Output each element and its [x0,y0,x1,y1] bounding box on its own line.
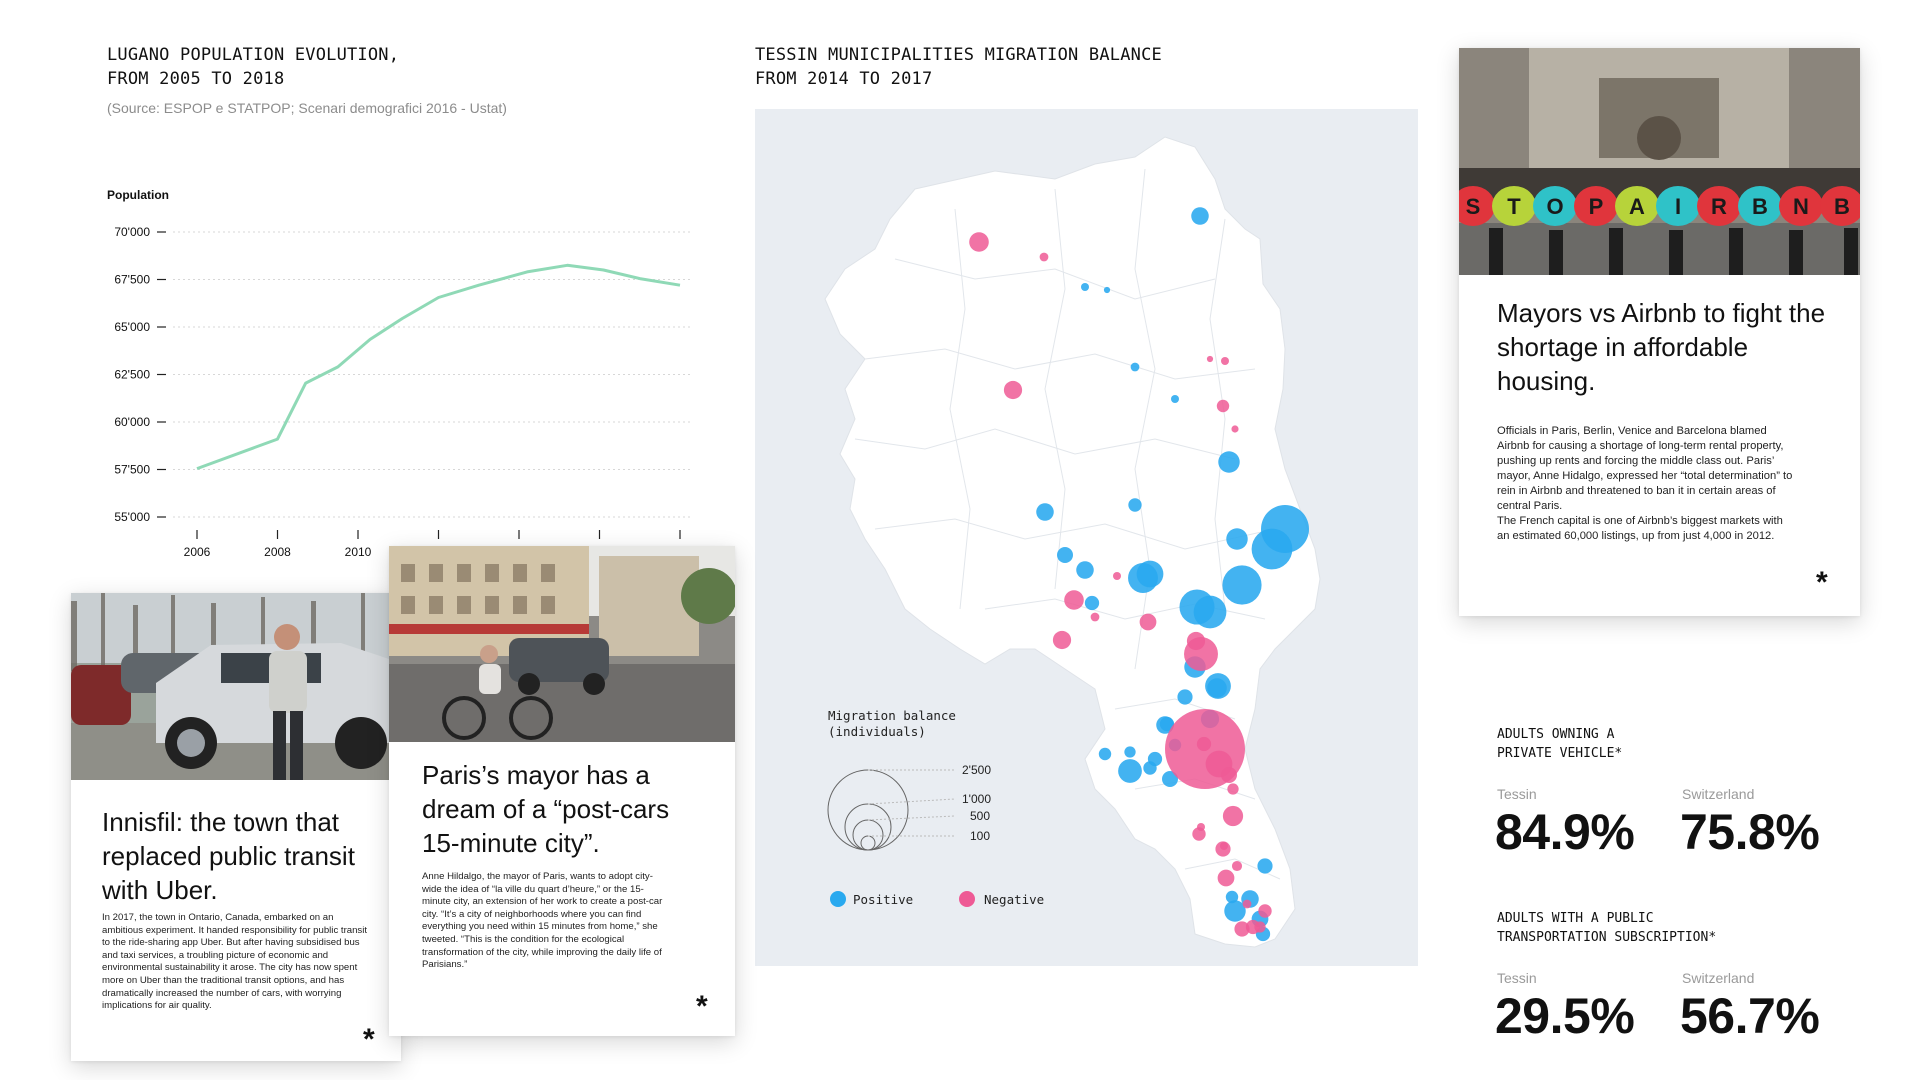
size-legend-circle-500 [853,820,883,850]
paris-card-star[interactable]: * [696,990,708,1023]
innisfil-card-body: In 2017, the town in Ontario, Canada, embarked on an ambitious experiment. It handed responsibility for public transit to the ride-sharing app Uber. But after having subsidised bus and taxi services, a troubling picture of economic and environmental sustainability it arose. The city has now spent more on Uber than the traditional transit options, and has dramatically increased the number of cars, with worrying implications for air quality. [102,912,368,1012]
positive-migration-bubble [1191,207,1209,225]
transport-stat-heading: ADULTS WITH A PUBLIC TRANSPORTATION SUBSCRIPTION* [1497,911,1717,945]
map-title: TESSIN MUNICIPALITIES MIGRATION BALANCE FROM 2014 TO 2017 [755,45,1162,89]
positive-migration-bubble [1226,528,1247,549]
vehicle-tessin-label: Tessin [1497,786,1537,802]
negative-migration-bubble [1053,631,1071,649]
legend-positive-label: Positive [853,892,914,907]
size-legend-circle-100 [861,836,875,850]
airbnb-protest-photo [1459,48,1860,275]
y-axis-label: Population [107,188,169,202]
umbrella-letter: I [1674,194,1682,219]
y-tick-label: 62'500 [114,367,150,382]
size-legend-label-100: 100 [970,829,991,843]
negative-migration-bubble [1232,861,1242,871]
positive-migration-bubble [1128,498,1141,511]
airbnb-article-card[interactable] [1459,48,1860,616]
positive-migration-bubble [1143,761,1156,774]
negative-migration-bubble [1221,357,1229,365]
transport-switzerland-label: Switzerland [1682,970,1755,986]
y-tick-label: 67'500 [114,272,150,287]
positive-migration-bubble [1222,565,1261,604]
vehicle-switzerland-label: Switzerland [1682,786,1755,802]
umbrella-letter: O [1546,194,1564,219]
positive-migration-bubble [1036,503,1054,521]
legend-negative-swatch [959,891,975,907]
negative-migration-bubble [1231,425,1238,432]
innisfil-photo [71,593,401,780]
negative-migration-bubble [1184,637,1218,671]
migration-map [755,109,1418,966]
negative-migration-bubble [1004,381,1022,399]
positive-migration-bubble [1179,589,1214,624]
transport-tessin-value: 29.5% [1495,988,1635,1044]
umbrella-letter: T [1507,194,1521,219]
paris-article-card[interactable] [389,546,735,1036]
transport-switzerland-value: 56.7% [1680,988,1820,1044]
population-line [197,265,680,468]
size-legend [828,770,955,850]
airbnb-card-body: Officials in Paris, Berlin, Venice and Barcelona blamed Airbnb for causing a shortage of long-term rental property, pushing up rents and forcing the middle class out. Paris’ mayor, Anne Hidalgo, expressed her “total determination” to rein in Airbnb and threatened to ban it in certain areas of central Paris. The French capital is one of Airbnb’s biggest markets with an estimated 60,000 listings, up from just 4,000 in 2012. [1497,425,1793,542]
size-legend-label-500: 500 [970,809,991,823]
size-legend-circle-2500 [828,770,908,850]
positive-migration-bubble [1131,363,1140,372]
map-legend-title-line2: (individuals) [828,724,926,739]
positive-migration-bubble [1257,858,1272,873]
migration-map-panel [755,109,1418,966]
y-tick-label: 70'000 [114,225,150,239]
negative-migration-bubble [1217,400,1229,412]
positive-migration-bubble [1118,759,1142,783]
umbrella-letter: N [1793,194,1809,219]
vehicle-switzerland-value: 75.8% [1680,804,1820,860]
positive-migration-bubble [1137,561,1164,588]
paris-card-title: Paris’s mayor has a dream of a “post-cars 15-minute city”. [422,760,670,858]
negative-migration-bubble [1207,356,1213,362]
positive-migration-bubble [1085,596,1099,610]
vehicle-tessin-value: 84.9% [1495,804,1635,860]
umbrella-letter: P [1588,194,1604,219]
negative-migration-bubble [1215,841,1230,856]
negative-migration-bubble [1091,613,1100,622]
negative-migration-bubble [1234,921,1249,936]
negative-migration-bubble [1243,900,1252,909]
negative-migration-bubble [1040,253,1049,262]
negative-migration-bubble [1254,921,1265,932]
map-legend-title-line1: Migration balance [828,708,956,723]
y-tick-label: 55'000 [114,510,150,524]
y-tick-label: 57'500 [114,462,150,477]
population-chart-source: (Source: ESPOP e STATPOP; Scenari demografici 2016 - Ustat) [107,100,507,116]
positive-migration-bubble [1076,561,1094,579]
negative-migration-bubble [1218,870,1235,887]
paris-card-body: Anne Hildalgo, the mayor of Paris, wants to adopt city-wide the idea of “la ville du quart d’heure,” or the 15-minute city, an extension of her work to create a post-car city. “It’s a city of neighborhoods where you can find everything you need within 15 minutes from home,” she tweeted. “This is the condition for the ecological transformation of the city, while improving the daily life of Parisians.” [422,871,663,971]
population-chart-title: LUGANO POPULATION EVOLUTION, FROM 2005 TO 2018 [107,45,400,89]
x-tick-label: 2008 [264,545,291,559]
positive-migration-bubble [1261,505,1309,553]
size-legend-circle-1000 [845,804,891,850]
vehicle-stat-heading: ADULTS OWNING A PRIVATE VEHICLE* [1497,727,1623,761]
negative-migration-bubble [1258,904,1271,917]
positive-migration-bubble [1057,547,1073,563]
positive-migration-bubble [1104,287,1110,293]
positive-migration-bubble [1177,689,1192,704]
positive-migration-bubble [1218,451,1239,472]
paris-photo [389,546,735,742]
y-tick-label: 60'000 [114,415,150,429]
legend-negative-label: Negative [984,892,1045,907]
population-chart-block [0,0,720,560]
positive-migration-bubble [1171,395,1179,403]
negative-migration-bubble [1113,572,1121,580]
negative-migration-bubble [1223,806,1243,826]
negative-migration-bubble [1064,590,1084,610]
airbnb-card-star[interactable]: * [1816,566,1828,599]
y-tick-label: 65'000 [114,320,150,334]
umbrella-letter: B [1834,194,1850,219]
umbrella-letter: R [1711,194,1727,219]
negative-migration-bubble [969,232,989,252]
positive-migration-bubble [1124,746,1135,757]
size-legend-label-1000: 1'000 [962,792,991,806]
positive-migration-bubble [1205,673,1231,699]
transport-tessin-label: Tessin [1497,970,1537,986]
innisfil-article-card[interactable] [71,593,401,1061]
negative-migration-bubble [1140,614,1157,631]
negative-migration-bubble [1221,767,1237,783]
umbrella-letter: A [1629,194,1645,219]
umbrella-letter: S [1465,194,1481,219]
negative-migration-bubble [1192,827,1205,840]
airbnb-card-title: Mayors vs Airbnb to fight the shortage in affordable housing. [1497,298,1826,396]
negative-migration-bubble [1227,783,1238,794]
population-line-chart [0,0,720,560]
positive-migration-bubble [1099,748,1111,760]
x-tick-label: 2006 [183,545,211,559]
positive-migration-bubble [1224,900,1245,921]
legend-positive-swatch [830,891,846,907]
innisfil-card-title: Innisfil: the town that replaced public transit with Uber. [102,807,355,905]
umbrella-letter: B [1752,194,1768,219]
size-legend-label-2500: 2'500 [962,763,991,777]
positive-migration-bubble [1081,283,1089,291]
x-tick-label: 2010 [344,545,372,559]
innisfil-card-star[interactable]: * [363,1023,375,1056]
